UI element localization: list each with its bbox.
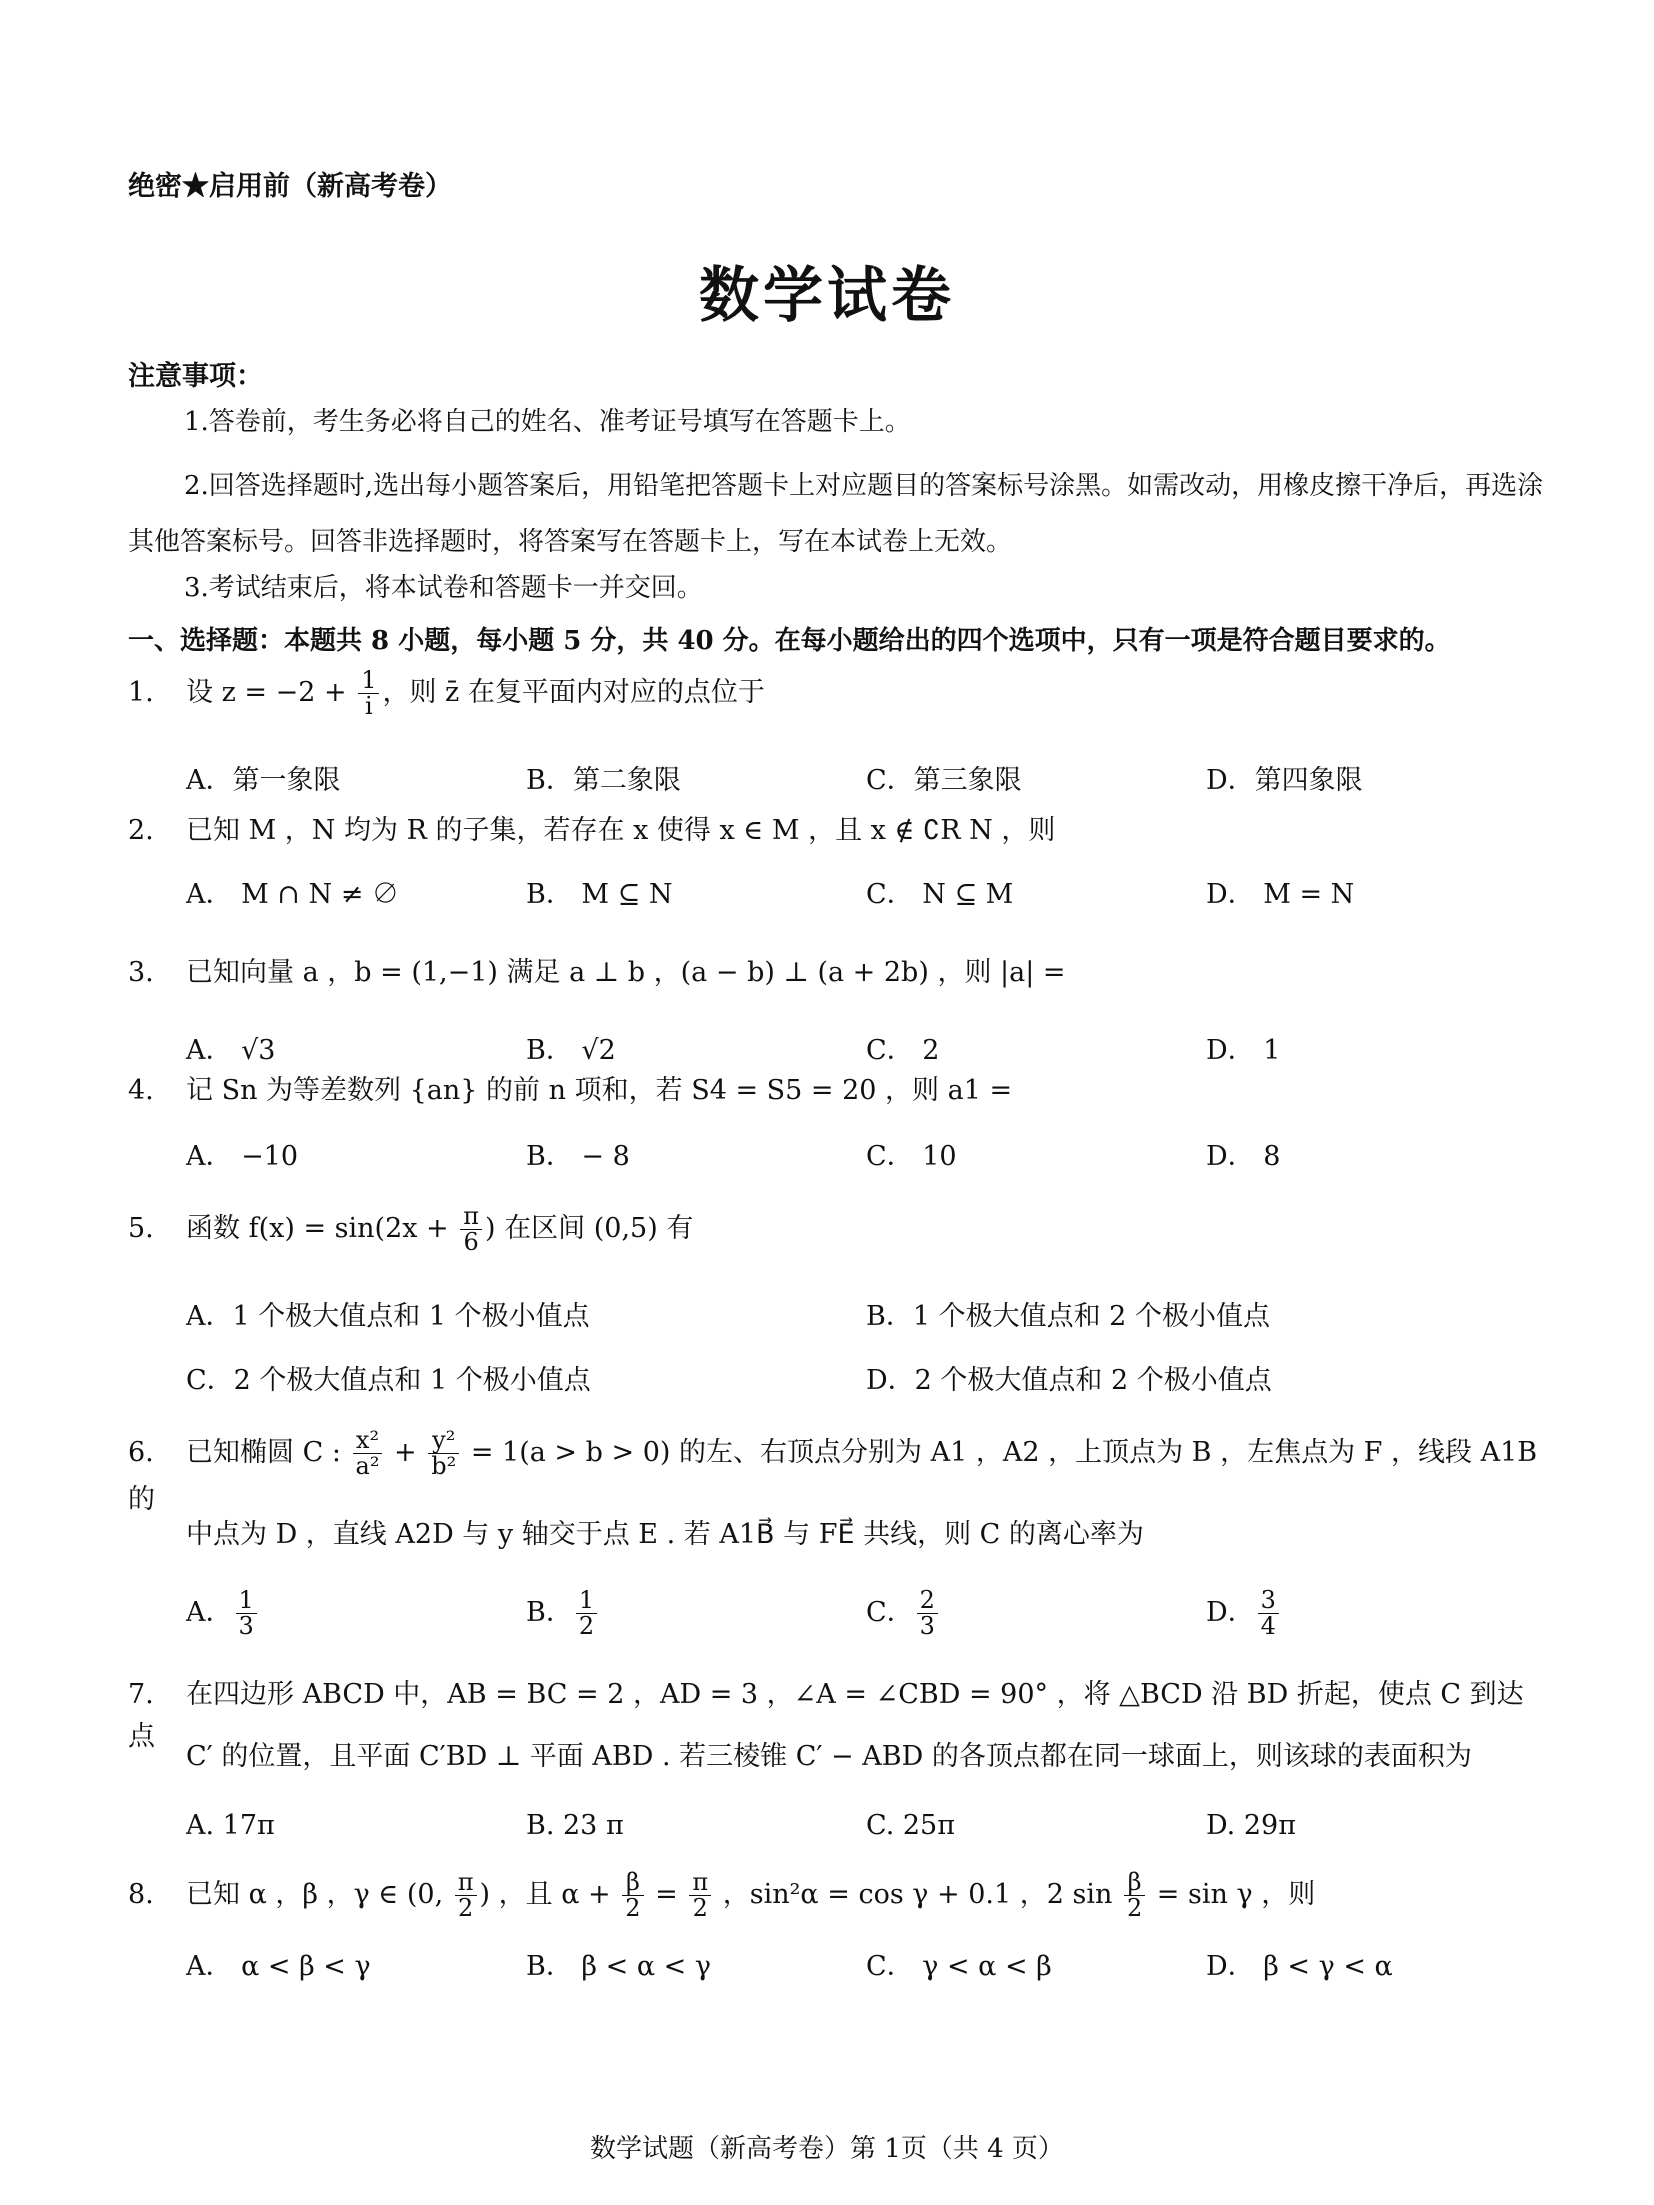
option-b[interactable]: B．1 个极大值点和 2 个极小值点 bbox=[866, 1301, 1270, 1332]
option-a[interactable]: A．1 个极大值点和 1 个极小值点 bbox=[186, 1301, 590, 1332]
option-c[interactable]: C． γ < α < β bbox=[866, 1951, 1052, 1982]
question-8 bbox=[128, 1870, 1548, 1921]
question-text: = sin γ ，则 bbox=[1148, 1879, 1316, 1911]
options-q8 bbox=[186, 1944, 1546, 1983]
question-number: 2. bbox=[128, 815, 154, 846]
question-number: 3. bbox=[128, 957, 154, 988]
option-b[interactable]: B． √2 bbox=[526, 1035, 616, 1066]
option-c[interactable]: C．2 个极大值点和 1 个极小值点 bbox=[186, 1365, 591, 1396]
options-q2 bbox=[186, 872, 1546, 911]
option-b[interactable]: B． − 8 bbox=[526, 1141, 630, 1172]
option-a[interactable]: A． −10 bbox=[186, 1141, 299, 1172]
page-footer: 数学试题（新高考卷）第 1页（共 4 页） bbox=[590, 2134, 1064, 2164]
question-text: 已知 α ，β ，γ ∈ (0, bbox=[186, 1879, 452, 1911]
option-c[interactable]: C． N ⊆ M bbox=[866, 879, 1014, 910]
options-q7 bbox=[186, 1810, 1546, 1841]
question-text: 在四边形 ABCD 中，AB = BC = 2 ，AD = 3 ，∠A = ∠CBD = 90° ，将 △BCD 沿 BD 折起，使点 C 到达点 bbox=[128, 1679, 1524, 1752]
fraction: $\frac{\pi}{2}$ bbox=[689, 1870, 711, 1921]
fraction: $\frac{\text{y²}}{\text{b²}}$ bbox=[428, 1428, 459, 1479]
option-b[interactable]: B. 23 π bbox=[526, 1810, 624, 1841]
option-a[interactable]: A． $\frac{1}{3}$ bbox=[186, 1588, 526, 1639]
option-b[interactable]: B． β < α < γ bbox=[526, 1951, 711, 1982]
option-d[interactable]: D．2 个极大值点和 2 个极小值点 bbox=[866, 1365, 1272, 1396]
question-number: 4. bbox=[128, 1075, 154, 1106]
question-text: ) 在区间 (0,5) 有 bbox=[485, 1213, 694, 1245]
fraction: $\frac{\text{x²}}{\text{a²}}$ bbox=[353, 1428, 383, 1479]
option-b[interactable]: B． M ⊆ N bbox=[526, 879, 673, 910]
page-title: 数学试卷 bbox=[699, 261, 955, 331]
fraction: $\frac{\beta}{2}$ bbox=[622, 1870, 643, 1921]
notice-item-2: 2.回答选择题时,选出每小题答案后，用铅笔把答题卡上对应题目的答案标号涂黑。如需改动，用橡皮擦干净后，再选涂其他答案标号。回答非选择题时，将答案写在答题卡上，写在本试卷上无效。 bbox=[128, 471, 1544, 557]
options-q4 bbox=[186, 1134, 1546, 1173]
option-c[interactable]: C． 10 bbox=[866, 1141, 957, 1172]
question-number: 5. bbox=[128, 1213, 154, 1245]
question-text: 函数 f(x) = sin(2x + bbox=[186, 1213, 458, 1245]
question-text: 记 Sn 为等差数列 {an} 的前 n 项和，若 S4 = S5 = 20 ，则 a1 = bbox=[186, 1075, 1013, 1106]
notice-heading: 注意事项： bbox=[128, 361, 263, 392]
option-d[interactable]: D. 29π bbox=[1206, 1810, 1296, 1841]
option-d[interactable]: D． 8 bbox=[1206, 1141, 1281, 1172]
question-text: + bbox=[385, 1437, 426, 1469]
option-d[interactable]: D． β < γ < α bbox=[1206, 1951, 1393, 1982]
question-7-line2: C′ 的位置，且平面 C′BD ⊥ 平面 ABD . 若三棱锥 C′ − ABD 的各顶点都在同一球面上，则该球的表面积为 bbox=[186, 1741, 1472, 1772]
option-c[interactable]: C． 2 bbox=[866, 1035, 940, 1066]
notice-item-3: 3.考试结束后，将本试卷和答题卡一并交回。 bbox=[184, 573, 703, 603]
fraction: $\frac{\pi}{2}$ bbox=[455, 1870, 477, 1921]
question-6-line2: 中点为 D ，直线 A2D 与 y 轴交于点 E . 若 A1B⃗ 与 FE⃗ 共线，则 C 的离心率为 bbox=[186, 1519, 1144, 1550]
option-a[interactable]: A． √3 bbox=[186, 1035, 276, 1066]
fraction: $\frac{\pi}{6}$ bbox=[460, 1204, 482, 1255]
question-4 bbox=[128, 1070, 1548, 1112]
fraction: $\frac{\beta}{2}$ bbox=[1124, 1870, 1145, 1921]
question-number: 1. bbox=[128, 677, 154, 709]
option-d[interactable]: D． $\frac{3}{4}$ bbox=[1206, 1588, 1546, 1639]
question-number: 6. bbox=[128, 1437, 154, 1469]
question-text: ) ，且 α + bbox=[479, 1879, 620, 1911]
options-q1 bbox=[186, 758, 1546, 797]
question-2 bbox=[128, 810, 1548, 852]
options-q6 bbox=[186, 1588, 1546, 1639]
question-text: 设 z = −2 + bbox=[186, 677, 356, 709]
question-text: 已知椭圆 C : bbox=[186, 1437, 350, 1469]
question-text: = 1(a > b > 0) 的左、右顶点分别为 A1 ，A2 ，上顶点为 B ，左焦点为 F ，线段 A1B 的 bbox=[128, 1437, 1538, 1516]
option-d[interactable]: D．第四象限 bbox=[1206, 765, 1363, 796]
option-a[interactable]: A． α < β < γ bbox=[186, 1951, 371, 1982]
question-6 bbox=[128, 1428, 1548, 1521]
question-3 bbox=[128, 952, 1548, 994]
question-text: = bbox=[646, 1879, 687, 1911]
question-number: 8. bbox=[128, 1879, 154, 1911]
fraction: $\frac{1}{i}$ bbox=[358, 668, 379, 719]
option-a[interactable]: A. 17π bbox=[186, 1810, 275, 1841]
notice-item-1: 1.答卷前，考生务必将自己的姓名、准考证号填写在答题卡上。 bbox=[184, 407, 911, 437]
question-5 bbox=[128, 1204, 1548, 1255]
option-b[interactable]: B．第二象限 bbox=[526, 765, 681, 796]
option-c[interactable]: C．第三象限 bbox=[866, 765, 1022, 796]
option-a[interactable]: A． M ∩ N ≠ ∅ bbox=[186, 879, 399, 910]
option-b[interactable]: B． $\frac{1}{2}$ bbox=[526, 1588, 866, 1639]
option-d[interactable]: D． 1 bbox=[1206, 1035, 1281, 1066]
options-q5-row1 bbox=[186, 1294, 1546, 1333]
question-text: 已知 M ，N 均为 R 的子集，若存在 x 使得 x ∈ M ，且 x ∉ ∁R N ，则 bbox=[186, 815, 1056, 846]
question-1 bbox=[128, 668, 1548, 719]
confidential-label: 绝密★启用前（新高考卷） bbox=[128, 171, 452, 202]
section-heading: 一、选择题：本题共 8 小题，每小题 5 分，共 40 分。在每小题给出的四个选项中，只有一项是符合题目要求的。 bbox=[128, 626, 1451, 656]
options-q3 bbox=[186, 1028, 1546, 1067]
option-a[interactable]: A．第一象限 bbox=[186, 765, 341, 796]
question-text: ，sin²α = cos γ + 0.1 ，2 sin bbox=[714, 1879, 1121, 1911]
option-c[interactable]: C. 25π bbox=[866, 1810, 955, 1841]
options-q5-row2 bbox=[186, 1358, 1546, 1397]
question-text: ，则 z̄ 在复平面内对应的点位于 bbox=[382, 677, 765, 709]
option-c[interactable]: C． $\frac{2}{3}$ bbox=[866, 1588, 1206, 1639]
question-text: 已知向量 a ，b = (1,−1) 满足 a ⊥ b ，(a − b) ⊥ (a + 2b) ，则 |a| = bbox=[186, 957, 1066, 988]
question-number: 7. bbox=[128, 1679, 154, 1710]
option-d[interactable]: D． M = N bbox=[1206, 879, 1355, 910]
